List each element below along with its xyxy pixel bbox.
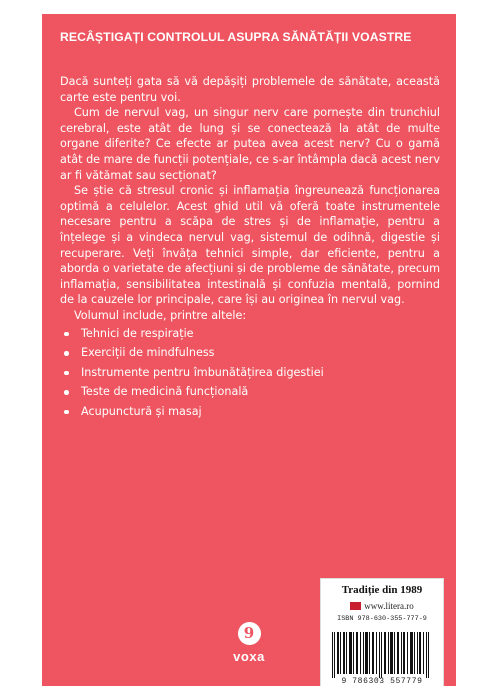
blurb-paragraph: Cum de nervul vag, un singur nerv care pornește din trunchiul cerebral, este atât de lung și se conectează la atât de multe organe diferite? Ce efecte ar putea avea acest nerv? Cu o gamă atât de mare de funcții potențiale, ce s-ar întâmpla dacă acest nerv ar fi vătămat sau secționat? [60, 106, 440, 182]
blurb-paragraph: Dacă sunteți gata să vă depășiți problemele de sănătate, această carte este pentru voi. [60, 75, 440, 104]
publisher-name: voxa [233, 649, 265, 664]
publisher-block [220, 622, 278, 678]
publisher-logo-glyph: 9 [243, 624, 255, 642]
cover-headline: RECÂȘTIGAȚI CONTROLUL ASUPRA SĂNĂTĂȚII VOASTRE [60, 30, 412, 44]
website-row [321, 601, 443, 611]
list-item: Instrumente pentru îmbunătățirea digestiei [60, 365, 440, 380]
list-item: Tehnici de respirație [60, 326, 440, 341]
voxa-logo-icon [238, 622, 261, 645]
blurb [60, 74, 440, 423]
back-cover [42, 14, 456, 686]
isbn-text: ISBN 978-630-355-777-9 [337, 615, 427, 623]
website-text: www.litera.ro [364, 601, 414, 611]
barcode-number: 9 786303 557779 [341, 677, 423, 686]
list-item: Exerciții de mindfulness [60, 345, 440, 360]
litera-mark-icon [350, 602, 361, 610]
list-item: Teste de medicină funcțională [60, 384, 440, 399]
barcode [330, 632, 434, 678]
contents-list [60, 326, 440, 419]
blurb-paragraph: Volumul include, printre altele: [74, 308, 247, 322]
blurb-paragraph: Se știe că stresul cronic și inflamația îngreunează funcționarea optimă a celulelor. Acest ghid util vă oferă toate instrumentele necesare pentru a scăpa de stres și de inflamație, pentru a înțelege și a vindeca nervul vag, sistemul de odihnă, digestie și recuperare. Veți învăța tehnici simple, dar eficiente, pentru a aborda o varietate de afecțiuni și de probleme de sănătate, precum inflamația, sensibilitatea intestinală și confuzia mentală, pornind de la cauzele lor principale, care își au originea în nervul vag. [60, 184, 440, 307]
tradition-label: Tradiție din 1989 [341, 584, 423, 596]
list-item: Acupunctură și masaj [60, 404, 440, 419]
barcode-panel [320, 578, 444, 686]
